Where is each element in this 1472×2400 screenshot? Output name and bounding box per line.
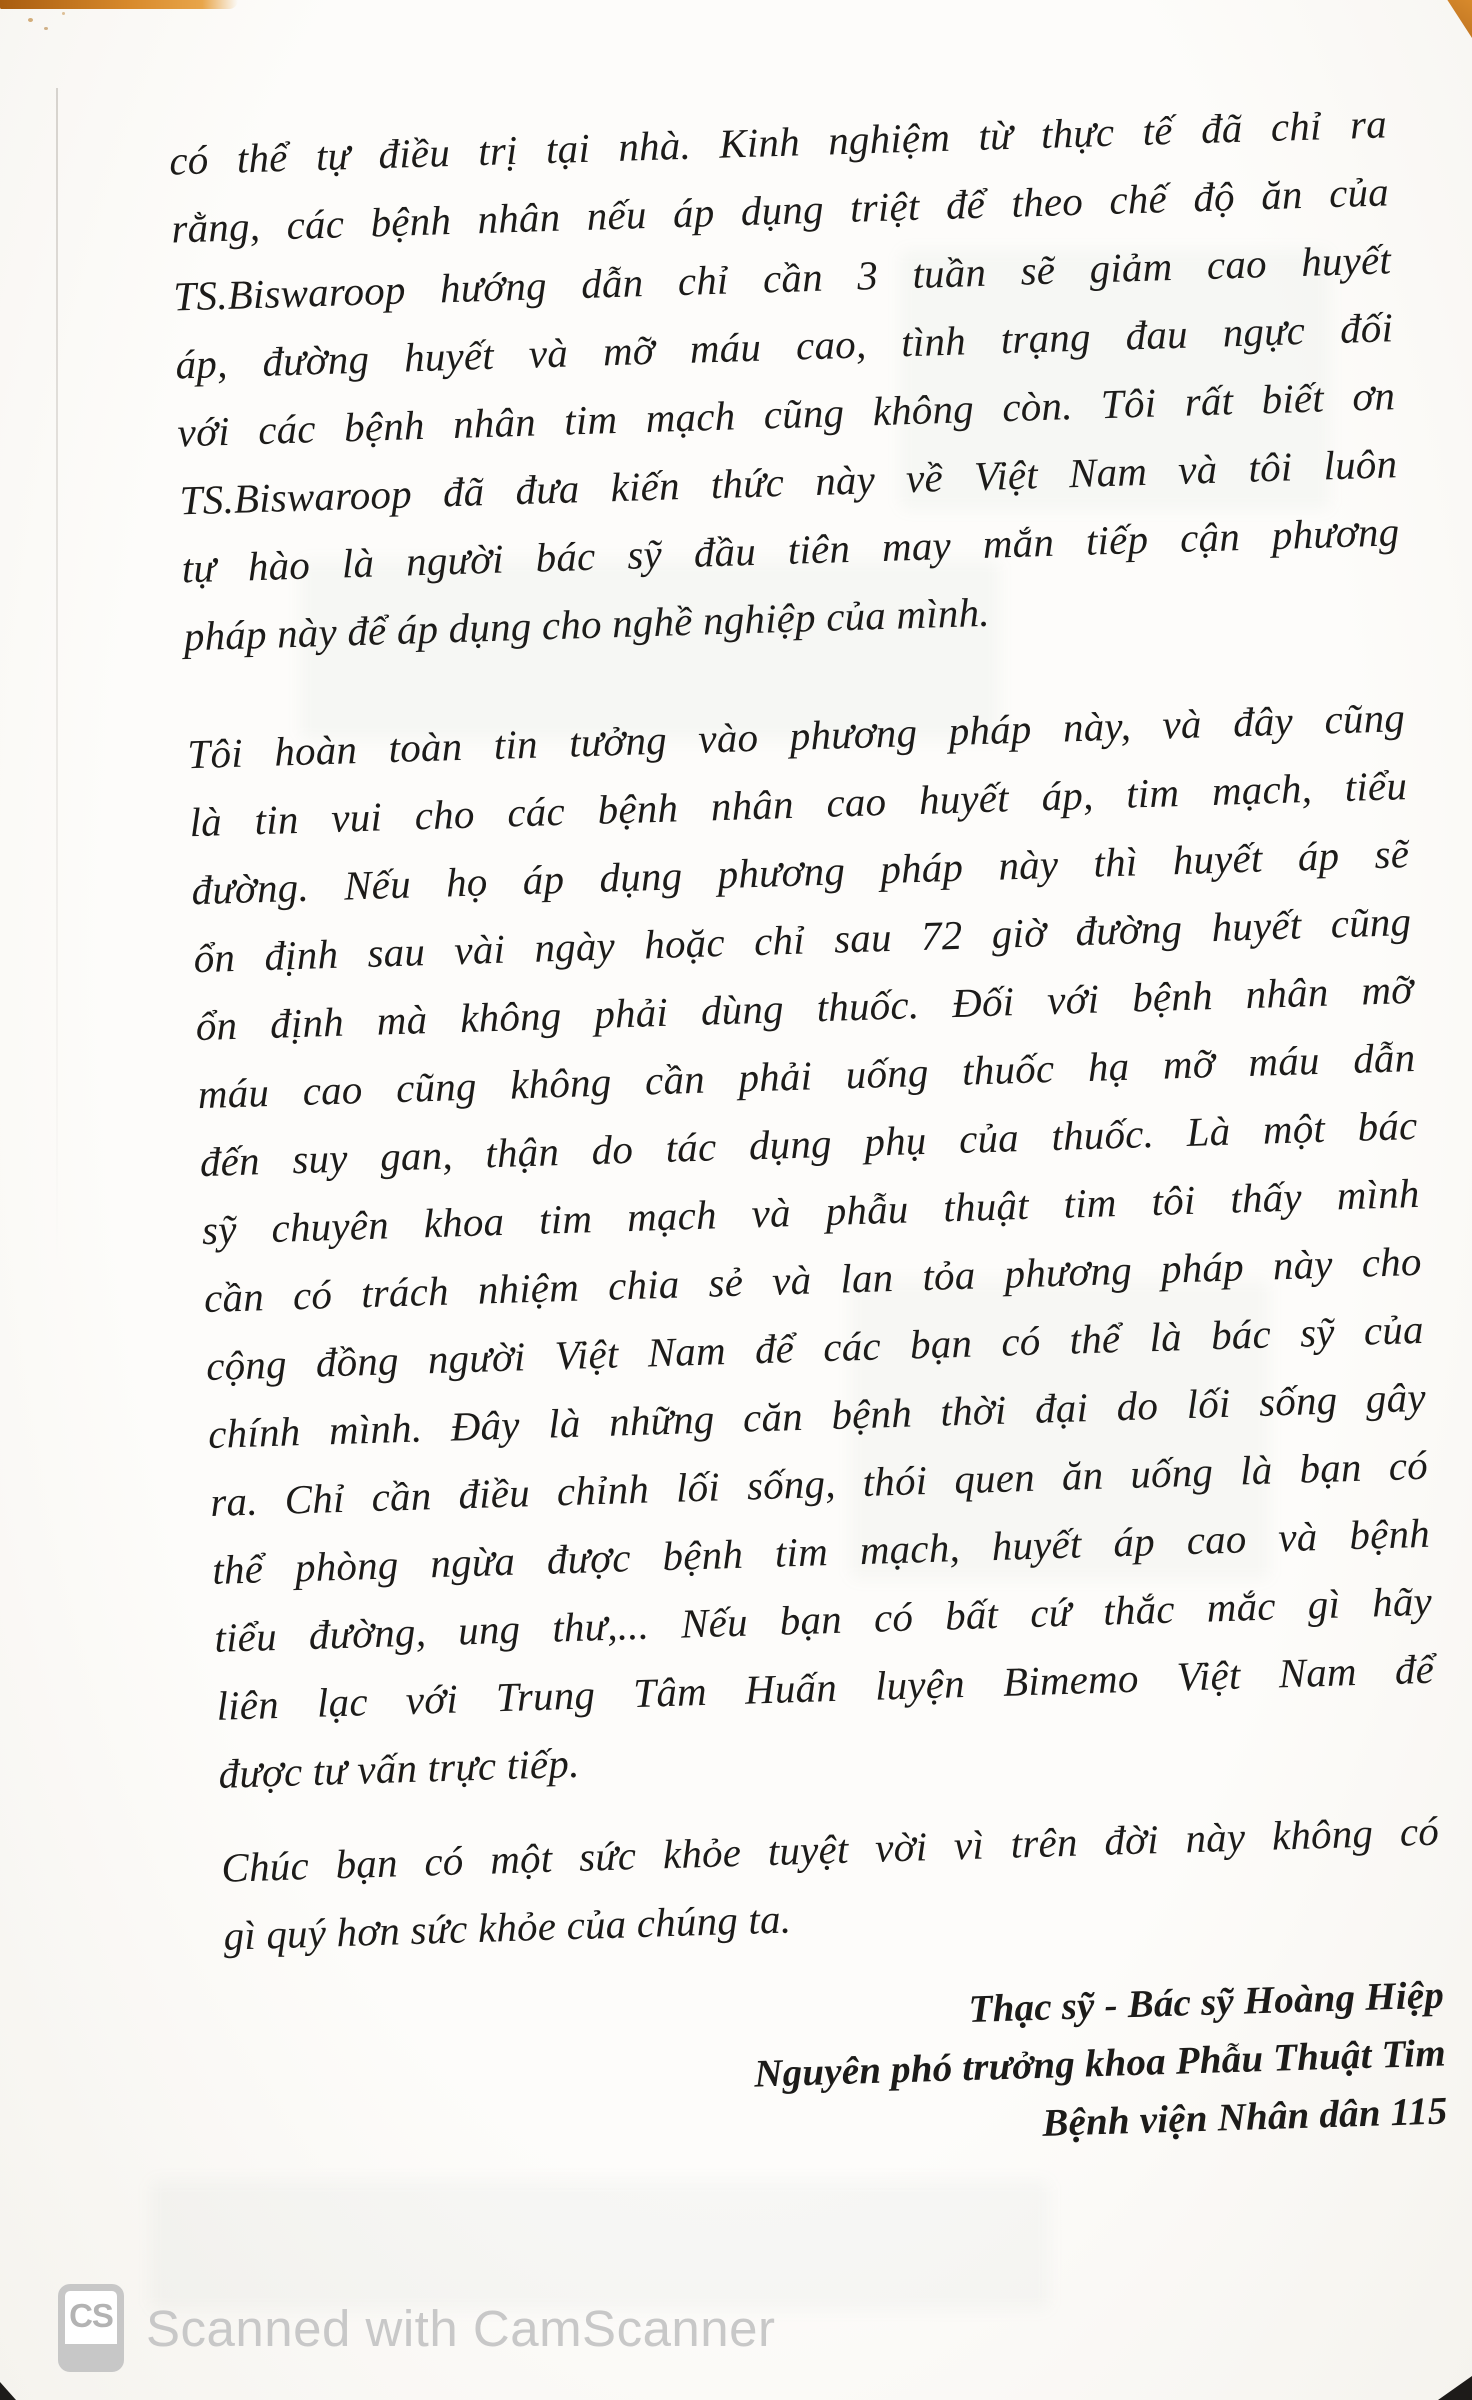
text-line: được tư vấn trực tiếp. [217, 1739, 581, 1797]
page-edge-shadow [56, 88, 58, 1268]
camscanner-watermark [58, 2284, 776, 2372]
paragraph [186, 683, 1437, 1808]
text-line: với các bệnh nhân tim mạch cũng không còn. Tôi rất biết ơn [176, 372, 1396, 456]
scan-artifact-speck [44, 27, 48, 30]
text-line: tự hào là người bác sỹ đầu tiên may mắn tiếp cận phương [181, 508, 1400, 592]
text-line: đến suy gan, thận do tác dụng phụ của thuốc. Là một bác [199, 1101, 1419, 1186]
signature-title: Nguyên phó trưởng khoa Phẫu Thuật Tim [753, 2031, 1447, 2096]
text-line: ra. Chỉ cần điều chỉnh lối sống, thói quen ăn uống là bạn có [209, 1441, 1429, 1525]
camscanner-watermark-text: Scanned with CamScanner [146, 2299, 776, 2357]
text-line: tiểu đường, ung thư,... Nếu bạn có bất cứ thắc mắc gì hãy [213, 1577, 1433, 1661]
text-line: áp, đường huyết và mỡ máu cao, tình trạng đau ngực đối [174, 304, 1394, 388]
camscanner-icon-band [64, 2344, 118, 2366]
text-line: rằng, các bệnh nhân nếu áp dụng triệt để theo chế độ ăn của [170, 168, 1390, 252]
paragraph [220, 1797, 1442, 1970]
text-line: cộng đồng người Việt Nam để các bạn có thể là bác sỹ của [205, 1305, 1425, 1390]
scan-artifact-corner-smudge [1442, 0, 1472, 38]
body-text [168, 89, 1448, 2177]
text-line: chính mình. Đây là những căn bệnh thời đại do lối sống gây [207, 1373, 1427, 1457]
signature-block [226, 1967, 1449, 2178]
scan-artifact-top-strip [0, 0, 238, 9]
camscanner-icon [58, 2284, 124, 2372]
camscanner-icon-letters: CS [69, 2297, 113, 2334]
scan-artifact-speck [28, 18, 33, 22]
text-line: liên lạc với Trung Tâm Huấn luyện Bimemo Việt Nam để [215, 1645, 1435, 1729]
text-line: Chúc bạn có một sức khỏe tuyệt vời vì trên đời này không có [220, 1807, 1440, 1891]
text-line: sỹ chuyên khoa tim mạch và phẫu thuật tim tôi thấy mình [201, 1169, 1421, 1254]
text-line: pháp này để áp dụng cho nghề nghiệp của mình. [183, 588, 991, 660]
scan-shadow-bottom-right [1438, 2376, 1472, 2400]
scan-shadow-bottom-left [0, 2382, 16, 2400]
text-line: TS.Biswaroop đã đưa kiến thức này về Việt Nam và tôi luôn [179, 440, 1398, 524]
text-line: máu cao cũng không cần phải uống thuốc hạ mỡ máu dẫn [197, 1033, 1416, 1118]
text-line: ổn định mà không phải dùng thuốc. Đối với bệnh nhân mỡ [195, 965, 1414, 1050]
signature-hospital: Bệnh viện Nhân dân 115 [1041, 2089, 1449, 2145]
text-line: có thể tự điều trị tại nhà. Kinh nghiệm từ thực tế đã chỉ ra [168, 100, 1388, 184]
text-line: thể phòng ngừa được bệnh tim mạch, huyết áp cao và bệnh [211, 1509, 1431, 1593]
text-line: TS.Biswaroop hướng dẫn chỉ cần 3 tuần sẽ giảm cao huyết [172, 236, 1392, 320]
text-line: gì quý hơn sức khỏe của chúng ta. [222, 1895, 792, 1959]
text-line: Tôi hoàn toàn tin tưởng vào phương pháp này, và đây cũng [186, 694, 1406, 778]
scan-artifact-speck [62, 12, 65, 15]
text-line: là tin vui cho các bệnh nhân cao huyết áp, tim mạch, tiểu [188, 762, 1408, 846]
text-line: cần có trách nhiệm chia sẻ và lan tỏa phương pháp này cho [203, 1237, 1423, 1322]
signature-name: Thạc sỹ - Bác sỹ Hoàng Hiệp [967, 1973, 1445, 2032]
paragraph [168, 89, 1402, 670]
text-line: đường. Nếu họ áp dụng phương pháp này thì huyết áp sẽ [190, 830, 1410, 914]
text-line: ổn định sau vài ngày hoặc chỉ sau 72 giờ đường huyết cũng [192, 898, 1412, 982]
